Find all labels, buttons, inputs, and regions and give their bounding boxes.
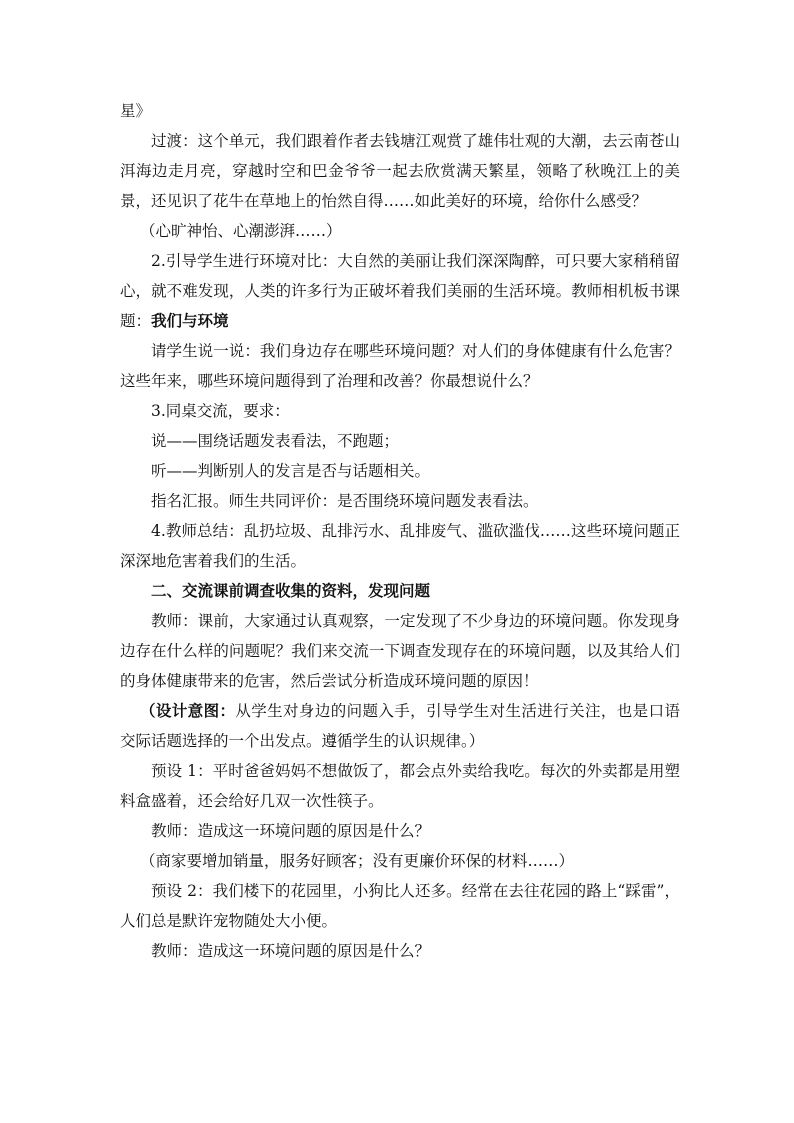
paragraph-speak-rule: 说——围绕话题发表看法，不跑题； — [151, 432, 400, 450]
paragraph-scenario-one: 预设 1：平时爸爸妈妈不想做饭了，都会点外卖给我吃。每次的外卖都是用塑料盒盛着，还会给好几双一次性筷子。 — [120, 762, 680, 810]
paragraph-design-intent — [120, 696, 680, 756]
design-intent-label: （设计意图： — [140, 701, 236, 720]
contrast-text: 2.引导学生进行环境对比：大自然的美丽让我们深深陶醉，可只要大家稍稍留心，就不难发现，人类的许多行为正破坏着我们美丽的生活环境。教师相机板书课题： — [120, 252, 680, 330]
paragraph-transition: 过渡：这个单元，我们跟着作者去钱塘江观赏了雄伟壮观的大潮，去云南苍山洱海边走月亮，穿越时空和巴金爷爷一起去欣赏满天繁星，领略了秋晚江上的美景，还见识了花牛在草地上的怡然自得……如此美好的环境，给你什么感受？ — [120, 132, 680, 210]
design-intent-text: 从学生对身边的问题入手，引导学生对生活进行关注，也是口语交际话题选择的一个出发点。遵循学生的认识规律。） — [120, 702, 680, 750]
paragraph-scenario-two: 预设 2：我们楼下的花园里，小狗比人还多。经常在去往花园的路上“踩雷”，人们总是默许宠物随处大小便。 — [120, 882, 680, 930]
document-page — [120, 96, 680, 966]
paragraph-feeling-answer: （心旷神怡、心潮澎湃……） — [140, 222, 342, 240]
paragraph-report: 指名汇报。师生共同评价：是否围绕环境问题发表看法。 — [151, 492, 539, 510]
paragraph-listen-rule: 听——判断别人的发言是否与话题相关。 — [151, 462, 431, 480]
lesson-title: 我们与环境 — [151, 311, 229, 330]
paragraph-student-questions: 请学生说一说：我们身边存在哪些环境问题？对人们的身体健康有什么危害？这些年来，哪些环境问题得到了治理和改善？你最想说什么？ — [120, 342, 680, 390]
paragraph-teacher-summary: 4.教师总结：乱扔垃圾、乱排污水、乱排废气、滥砍滥伐……这些环境问题正深深地危害着我们的生活。 — [120, 522, 680, 570]
paragraph-environment-contrast — [120, 246, 680, 336]
paragraph-teacher-question-one: 教师：造成这一环境问题的原因是什么？ — [151, 822, 431, 840]
paragraph-answer-one: （商家要增加销量，服务好顾客；没有更廉价环保的材料……） — [140, 852, 575, 870]
section-heading-two: 二、交流课前调查收集的资料，发现问题 — [151, 581, 431, 600]
paragraph-pair-discussion: 3.同桌交流，要求： — [151, 402, 290, 420]
paragraph-teacher-intro: 教师：课前，大家通过认真观察，一定发现了不少身边的环境问题。你发现身边存在什么样的问题呢？我们来交流一下调查发现存在的环境问题，以及其给人们的身体健康带来的危害，然后尝试分析造成环境问题的原因！ — [120, 612, 680, 690]
paragraph-teacher-question-two: 教师：造成这一环境问题的原因是什么？ — [151, 942, 431, 960]
paragraph-continuation: 星》 — [120, 102, 152, 120]
